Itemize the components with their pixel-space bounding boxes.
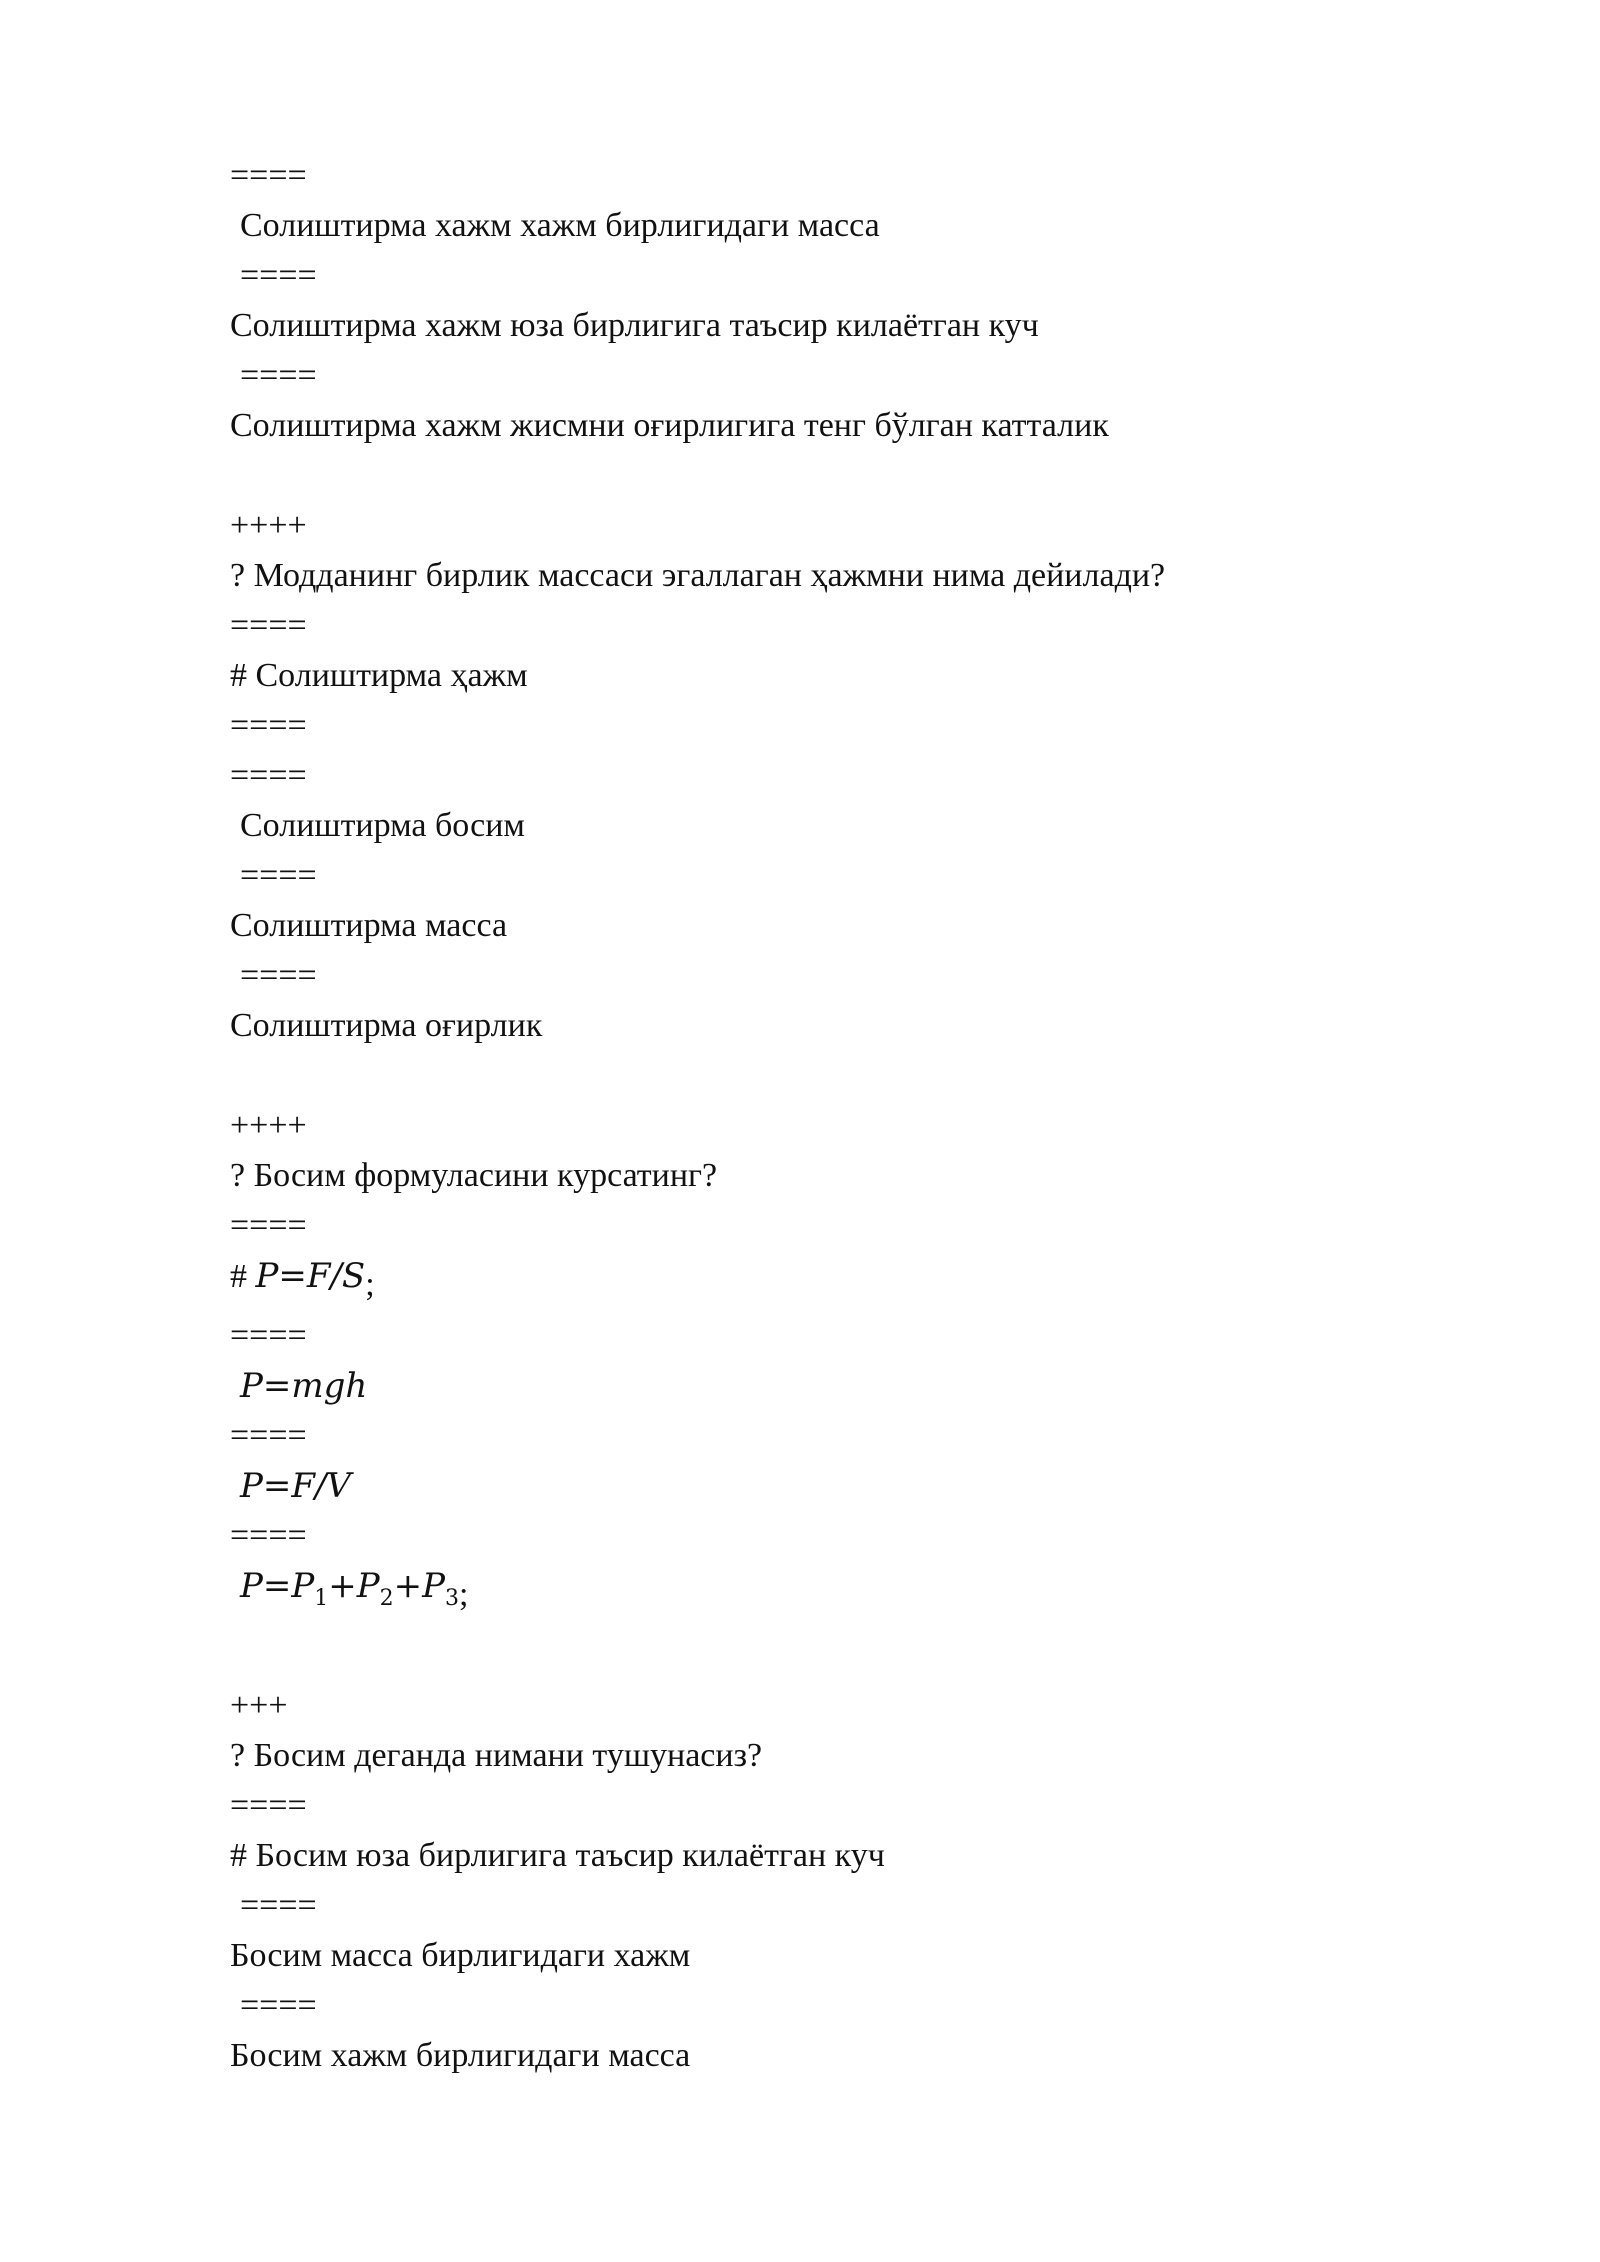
answer-option: Солиштирма хажм жисмни оғирлигига тенг бўлган катталик [230,407,1109,444]
answer-option: Солиштирма хажм юза бирлигига таъсир килаётган куч [230,307,1039,344]
question-marker: ++++ [230,1107,307,1144]
answer-option: Босим масса бирлигидаги хажм [230,1937,691,1974]
separator: ==== [240,357,317,394]
answer-formula [240,1466,351,1507]
question-text: ? Босим деганда нимани тушунасиз? [230,1737,763,1774]
subscript: 2 [379,1586,394,1611]
correct-answer: # Солиштирма ҳажм [230,657,528,694]
separator: ==== [240,857,317,894]
separator: ==== [240,257,317,294]
formula-part: P=P [240,1566,315,1606]
answer-formula [240,1566,468,1619]
formula: P=mgh [240,1366,368,1406]
separator: ==== [230,1317,307,1354]
correct-answer: # Босим юза бирлигига таъсир килаётган куч [230,1837,885,1874]
separator: ==== [230,607,307,644]
question-text: ? Модданинг бирлик массаси эгаллаган ҳажмни нима дейилади? [230,557,1166,594]
question-text: ? Босим формуласини курсатинг? [230,1157,718,1194]
separator: ==== [230,157,307,194]
subscript: 3 [445,1586,459,1611]
formula: P=F/S [255,1256,366,1296]
question-marker: ++++ [230,507,307,544]
answer-option: Солиштирма босим [240,807,525,844]
correct-marker: # [230,1258,247,1295]
separator: ==== [240,957,317,994]
answer-option: Солиштирма хажм хажм бирлигидаги масса [240,207,880,244]
separator: ==== [230,1517,307,1554]
separator: ==== [230,1207,307,1244]
formula-part: +P [393,1566,445,1606]
separator: ==== [230,707,307,744]
answer-option: Босим хажм бирлигидаги масса [230,2037,691,2074]
correct-answer-formula [230,1256,375,1305]
answer-option: Солиштирма масса [230,907,508,944]
formula-end: ; [459,1576,469,1613]
separator: ==== [240,1887,317,1924]
answer-formula [240,1366,367,1407]
separator: ==== [230,757,307,794]
formula-end: ; [365,1266,375,1303]
answer-option: Солиштирма оғирлик [230,1007,543,1044]
formula: P=F/V [240,1466,351,1506]
question-marker: +++ [230,1687,288,1724]
separator: ==== [240,1987,317,2024]
separator: ==== [230,1787,307,1824]
formula [240,1566,459,1611]
formula-part: +P [328,1566,380,1606]
subscript: 1 [314,1586,329,1611]
separator: ==== [230,1417,307,1454]
